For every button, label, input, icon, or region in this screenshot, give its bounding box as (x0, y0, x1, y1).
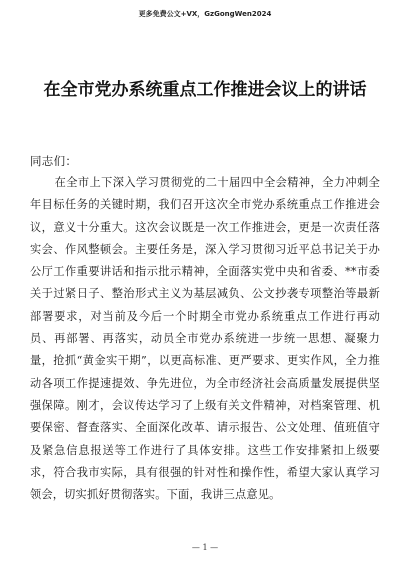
page-number: — 1 — (191, 543, 219, 552)
document-title: 在全市党办系统重点工作推进会议上的讲话 (43, 80, 367, 100)
body-paragraph: 在全市上下深入学习贯彻党的二十届四中全会精神，全力冲刺全年目标任务的关键时期，我们召开这次全市党办系统重点工作推进会议，意义十分重大。这次会议既是一次工作推进会，更是一次责任落实会、作风整顿会。主要任务是，深入学习贯彻习近平总书记关于办公厅工作重要讲话和指示批示精神，全面落实党中央和省委、**市委关于过紧日子、整治形式主义为基层减负、公文抄袭专项整治等最新部署要求，对当前及今后一个时期全市党办系统重点工作进行再动员、再部署、再落实，动员全市党办系统进一步统一思想、凝聚力量，抢抓“黄金实干期”，以更高标准、更严要求、更实作风，全力推动各项工作提速提效、争先进位，为全市经济社会高质量发展提供坚强保障。刚才，会议传达学习了上级有关文件精神，对档案管理、机要保密、督查落实、全面深化改革、请示报告、公文处理、值班值守及紧急信息报送等工作进行了具体安排。这些工作安排紧扣上级要求，符合我市实际，具有很强的针对性和操作性，希望大家认真学习领会，切实抓好贯彻落实。下面，我讲三点意见。 (30, 176, 380, 502)
salutation: 同志们： (30, 154, 78, 168)
header-banner: 更多免费公文+VX，GzGongWen2024 (138, 10, 272, 18)
